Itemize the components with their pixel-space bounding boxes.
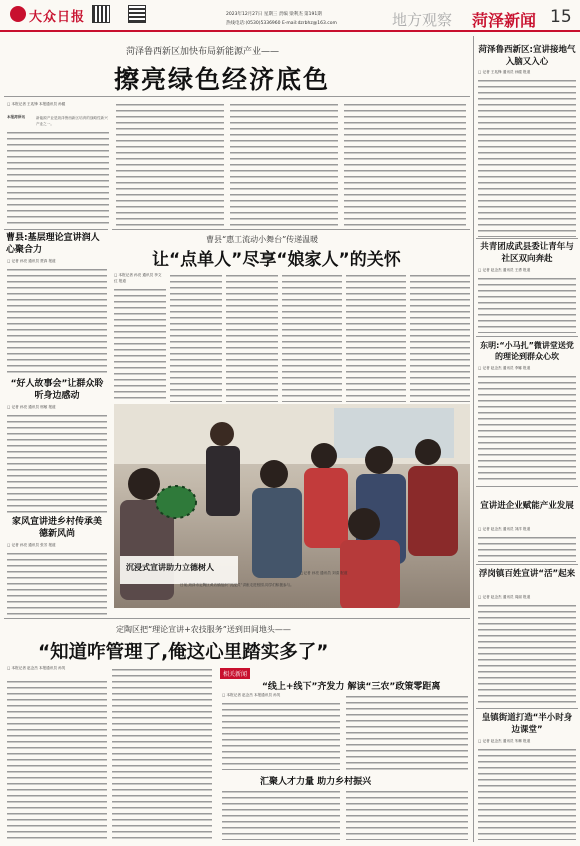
lead-byline: □ 本报记者 王兆锋 本报通讯员 孙健 [7, 102, 66, 106]
classroom-scene [114, 404, 470, 608]
right-item4-body [478, 534, 576, 562]
bottom-sub1: “线上+线下”齐发力 解读“三农”政策零距离 [262, 682, 441, 692]
bottom-kicker: 定陶区把“理论宣讲+农技服务”送到田间地头—— [116, 625, 291, 634]
bottom-sub1-body-a [222, 700, 340, 770]
left-item2-byline: □ 记者 孙亮 通讯员 邢敏 报道 [7, 405, 56, 409]
right-rule-2 [476, 336, 578, 337]
bottom-body-col1 [7, 678, 107, 840]
photo-caption: 沉浸式宣讲助力立德树人 [126, 563, 214, 572]
feature-photo [114, 404, 470, 608]
page-number: 15 [550, 7, 572, 27]
left-item3-byline: □ 记者 孙亮 通讯员 张芳 报道 [7, 543, 56, 547]
right-item3-headline: 东明:“小马扎”微讲堂送党的理论到群众心坎 [480, 341, 574, 361]
left-item2-headline: “好人故事会”让群众聆听身边感动 [10, 379, 104, 401]
right-column-divider [473, 36, 474, 842]
bottom-byline: □ 本报记者 赵念杰 本报通讯员 孙茂 [7, 666, 66, 670]
bottom-rule [4, 618, 470, 619]
contact-line: 热线电话:(0530)5336960 E-mail:dzrbhz@163.com [226, 21, 337, 26]
lead-body-col3 [230, 101, 338, 226]
bottom-sub2-body-b [346, 788, 468, 840]
right-item3-body [478, 373, 576, 483]
right-item5-body [478, 602, 576, 706]
qr-code-icon [92, 5, 110, 23]
lead-body-col1 [7, 129, 109, 226]
left-rule-1 [4, 229, 108, 230]
date-line: 2023年12月27日 星期三 责编 梁利杰 第191期 [226, 12, 322, 17]
feature-body-col2 [170, 272, 222, 402]
right-item3-byline: □ 记者 赵念杰 通讯员 李娜 报道 [478, 366, 531, 370]
photo-note: 日前,菏泽市定陶区黄店镇组织“沉浸式”讲座走进校园,同学们积极参与。 [180, 583, 294, 587]
related-tag: 相关新闻 [220, 668, 250, 679]
feature-rule [112, 229, 470, 230]
bottom-body-col2 [112, 666, 212, 840]
lead-kicker: 菏泽鲁西新区加快布局新能源产业—— [126, 47, 280, 57]
lead-rule [4, 96, 470, 97]
right-item5-byline: □ 记者 赵念杰 通讯员 周丽 报道 [478, 595, 531, 599]
right-rule-5 [476, 708, 578, 709]
right-item5-headline: 浮岗镇百姓宣讲“活”起来 [478, 569, 576, 579]
feature-kicker: 曹县“惠工流动小舞台”传递温暖 [206, 235, 319, 244]
right-item2-headline: 共青团成武县委让青年与社区双向奔赴 [480, 242, 574, 264]
edition-name: 菏泽新闻 [472, 11, 537, 30]
feature-byline: □ 本报记者 孙亮 通讯员 李文红 报道 [114, 273, 162, 283]
left-item3-headline: 家风宣讲进乡村传承美德新风尚 [11, 517, 102, 539]
bottom-headline: “知道咋管理了,俺这心里踏实多了” [38, 642, 329, 663]
right-rule-4 [476, 564, 578, 565]
bottom-sub2-body-a [222, 788, 340, 840]
right-item6-body [478, 746, 576, 840]
right-item1-byline: □ 记者 王兆锋 通讯员 孙健 报道 [478, 70, 531, 74]
right-rule-3 [476, 486, 578, 487]
lead-dateline: 本报菏泽讯 [7, 115, 25, 119]
qr-code-icon-2 [128, 5, 146, 23]
right-item6-headline: 皇镇街道打造“半小时身边课堂” [481, 713, 573, 735]
left-item3-body [7, 550, 107, 616]
masthead [0, 0, 580, 32]
logo-icon [10, 6, 26, 22]
section-name: 地方观察 [392, 11, 453, 29]
lead-body-col2 [116, 101, 224, 226]
lead-snippet: 新能源产业是菏泽鲁西新区培育的战略性新兴产业之一。 [36, 116, 108, 126]
right-rule-1 [476, 238, 578, 239]
feature-body-col1 [114, 286, 166, 402]
left-item1-byline: □ 记者 孙亮 通讯员 贾真 报道 [7, 259, 56, 263]
right-item1-body [478, 77, 576, 237]
bottom-sub2: 汇聚人才力量 助力乡村振兴 [260, 777, 372, 787]
left-item1-headline: 曹县:基层理论宣讲润人心聚合力 [6, 233, 100, 255]
right-item2-byline: □ 记者 赵念杰 通讯员 王勇 报道 [478, 268, 531, 272]
photo-credit: □记者 孙亮 通讯员 刘清 报道 [300, 571, 348, 575]
right-item6-byline: □ 记者 赵念杰 通讯员 朱琳 报道 [478, 739, 531, 743]
lead-headline: 擦亮绿色经济底色 [114, 65, 331, 94]
right-item4-headline: 宣讲进企业赋能产业发展 [480, 501, 574, 511]
masthead-rule [0, 30, 580, 32]
feature-body-col6 [410, 272, 470, 402]
feature-body-col3 [226, 272, 278, 402]
right-item4-byline: □ 记者 赵念杰 通讯员 刘洋 报道 [478, 527, 531, 531]
feature-body-col4 [282, 272, 342, 402]
bottom-sub-byline: □ 本报记者 赵念杰 本报通讯员 孙茂 [222, 693, 281, 697]
left-item1-body [7, 266, 107, 374]
right-item1-headline: 菏泽鲁西新区:宣讲接地气 入脑又入心 [478, 45, 576, 67]
left-item2-body [7, 412, 107, 514]
right-item2-body [478, 275, 576, 333]
logo-text: 大众日报 [29, 10, 86, 25]
feature-headline: 让“点单人”尽享“娘家人”的关怀 [152, 250, 401, 270]
lead-body-col4 [344, 101, 466, 226]
feature-body-col5 [346, 272, 406, 402]
bottom-sub1-body-b [346, 693, 468, 770]
